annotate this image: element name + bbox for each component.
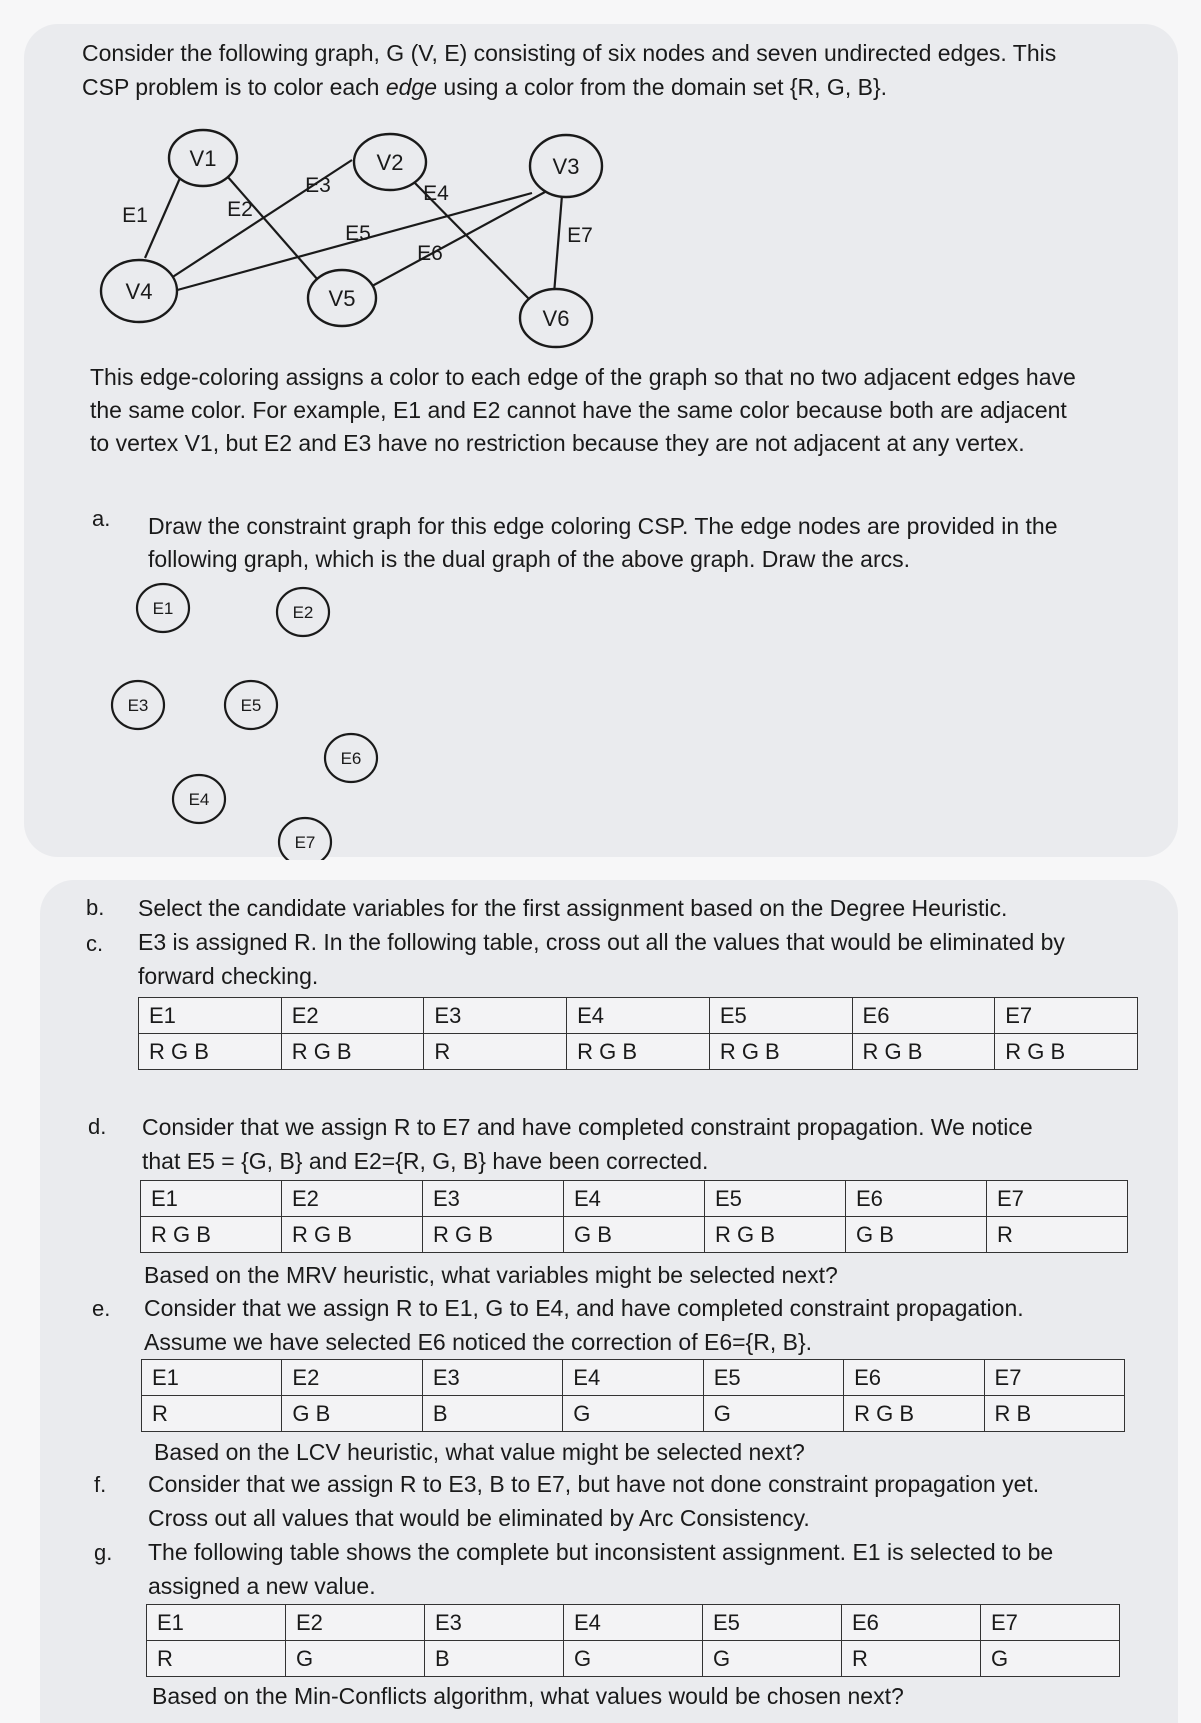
value-e6[interactable]: R bbox=[842, 1641, 981, 1677]
edge-e2-line bbox=[220, 168, 318, 280]
value-e6[interactable]: G B bbox=[846, 1217, 987, 1253]
value-e7[interactable]: R G B bbox=[995, 1034, 1138, 1070]
header-e2: E2 bbox=[282, 1360, 422, 1396]
edge-e7-line bbox=[554, 195, 562, 294]
value-e7[interactable]: G bbox=[981, 1641, 1120, 1677]
header-e3: E3 bbox=[424, 998, 567, 1034]
header-e5: E5 bbox=[709, 998, 852, 1034]
header-e3: E3 bbox=[422, 1360, 562, 1396]
edge-e5-label: E5 bbox=[345, 222, 371, 245]
value-e5[interactable]: R G B bbox=[709, 1034, 852, 1070]
header-e3: E3 bbox=[425, 1605, 564, 1641]
part-g-line-1: The following table shows the complete but inconsistent assignment. E1 is selected to be bbox=[148, 1539, 1054, 1565]
header-e7: E7 bbox=[995, 998, 1138, 1034]
header-e1: E1 bbox=[139, 998, 282, 1034]
header-e7: E7 bbox=[987, 1181, 1128, 1217]
header-e2: E2 bbox=[286, 1605, 425, 1641]
part-b-label: b. bbox=[86, 895, 105, 920]
header-e6: E6 bbox=[846, 1181, 987, 1217]
dual-graph bbox=[0, 570, 420, 860]
explanation-line-2: the same color. For example, E1 and E2 cannot have the same color because both are adjacent bbox=[90, 397, 1067, 423]
header-e1: E1 bbox=[142, 1360, 282, 1396]
edge-e6-label: E6 bbox=[417, 242, 443, 265]
part-c-label: c. bbox=[86, 931, 104, 956]
vertex-v5-label: V5 bbox=[328, 286, 356, 311]
intro-line-1: Consider the following graph, G (V, E) consisting of six nodes and seven undirected edges. This bbox=[82, 40, 1057, 66]
value-e1[interactable]: R G B bbox=[139, 1034, 282, 1070]
dual-node-e4-label: E4 bbox=[188, 790, 210, 809]
header-e2: E2 bbox=[281, 998, 424, 1034]
value-e4[interactable]: R G B bbox=[567, 1034, 710, 1070]
table-row bbox=[139, 1034, 1138, 1070]
explanation-line-1: This edge-coloring assigns a color to each edge of the graph so that no two adjacent edges have bbox=[90, 364, 1076, 390]
vertex-v2-label: V2 bbox=[376, 150, 404, 175]
part-c-table bbox=[138, 997, 1138, 1070]
table-header-row bbox=[147, 1605, 1120, 1641]
dual-node-e5-label: E5 bbox=[240, 696, 262, 715]
table-header-row bbox=[139, 998, 1138, 1034]
part-f-label: f. bbox=[94, 1472, 107, 1497]
part-g-question: Based on the Min-Conflicts algorithm, what values would be chosen next? bbox=[152, 1683, 904, 1709]
part-g-line-2: assigned a new value. bbox=[148, 1573, 376, 1599]
edge-e3-label: E3 bbox=[305, 174, 331, 197]
part-e-label: e. bbox=[92, 1296, 111, 1321]
edge-e6-line bbox=[350, 192, 545, 298]
part-c-line-1: E3 is assigned R. In the following table, cross out all the values that would be eliminated by bbox=[138, 929, 1065, 955]
intro-emphasis: edge bbox=[385, 74, 438, 100]
part-a-label: a. bbox=[92, 506, 111, 531]
header-e4: E4 bbox=[567, 998, 710, 1034]
header-e2: E2 bbox=[282, 1181, 423, 1217]
value-e7[interactable]: R bbox=[987, 1217, 1128, 1253]
part-f-line-1: Consider that we assign R to E3, B to E7, but have not done constraint propagation yet. bbox=[148, 1471, 1040, 1497]
value-e1[interactable]: R bbox=[142, 1396, 282, 1432]
value-e7[interactable]: R B bbox=[984, 1396, 1124, 1432]
header-e5: E5 bbox=[705, 1181, 846, 1217]
edge-e1-label: E1 bbox=[122, 204, 148, 227]
value-e3[interactable]: B bbox=[425, 1641, 564, 1677]
part-a-line-2: following graph, which is the dual graph of the above graph. Draw the arcs. bbox=[148, 546, 910, 572]
header-e6: E6 bbox=[842, 1605, 981, 1641]
header-e3: E3 bbox=[423, 1181, 564, 1217]
table-row bbox=[141, 1217, 1128, 1253]
header-e4: E4 bbox=[563, 1360, 703, 1396]
value-e2[interactable]: G bbox=[286, 1641, 425, 1677]
part-e-line-1: Consider that we assign R to E1, G to E4, and have completed constraint propagation. bbox=[144, 1295, 1024, 1321]
value-e6[interactable]: R G B bbox=[844, 1396, 984, 1432]
part-g-label: g. bbox=[94, 1540, 113, 1565]
header-e1: E1 bbox=[141, 1181, 282, 1217]
dual-node-e3-label: E3 bbox=[127, 696, 149, 715]
value-e4[interactable]: G bbox=[563, 1396, 703, 1432]
value-e2[interactable]: R G B bbox=[281, 1034, 424, 1070]
edge-e2-label: E2 bbox=[227, 198, 253, 221]
vertex-v6-label: V6 bbox=[542, 306, 570, 331]
table-header-row bbox=[141, 1181, 1128, 1217]
table-header-row bbox=[142, 1360, 1125, 1396]
dual-node-e6-label: E6 bbox=[340, 749, 362, 768]
header-e7: E7 bbox=[981, 1605, 1120, 1641]
table-row bbox=[147, 1641, 1120, 1677]
value-e5[interactable]: R G B bbox=[705, 1217, 846, 1253]
value-e2[interactable]: R G B bbox=[282, 1217, 423, 1253]
value-e1[interactable]: R G B bbox=[141, 1217, 282, 1253]
value-e4[interactable]: G bbox=[564, 1641, 703, 1677]
header-e6: E6 bbox=[844, 1360, 984, 1396]
value-e6[interactable]: R G B bbox=[852, 1034, 995, 1070]
vertex-v3-label: V3 bbox=[552, 154, 580, 179]
header-e6: E6 bbox=[852, 998, 995, 1034]
part-d-label: d. bbox=[88, 1114, 107, 1139]
part-g-table bbox=[146, 1604, 1120, 1677]
original-graph bbox=[0, 0, 1201, 360]
value-e2[interactable]: G B bbox=[282, 1396, 422, 1432]
value-e3[interactable]: B bbox=[422, 1396, 562, 1432]
vertex-v4-label: V4 bbox=[125, 279, 153, 304]
header-e4: E4 bbox=[564, 1605, 703, 1641]
value-e1[interactable]: R bbox=[147, 1641, 286, 1677]
part-d-table bbox=[140, 1180, 1128, 1253]
part-b-text: Select the candidate variables for the first assignment based on the Degree Heuristic. bbox=[138, 895, 1008, 921]
header-e1: E1 bbox=[147, 1605, 286, 1641]
value-e3[interactable]: R bbox=[424, 1034, 567, 1070]
header-e4: E4 bbox=[564, 1181, 705, 1217]
edge-e7-label: E7 bbox=[567, 224, 593, 247]
dual-node-e7-label: E7 bbox=[294, 833, 316, 852]
part-e-line-2: Assume we have selected E6 noticed the correction of E6={R, B}. bbox=[144, 1329, 813, 1355]
part-d-line-2: that E5 = {G, B} and E2={R, G, B} have been corrected. bbox=[142, 1148, 709, 1174]
intro-line-2: CSP problem is to color each edge using a color from the domain set {R, G, B}. bbox=[82, 74, 888, 100]
dual-node-e2-label: E2 bbox=[292, 603, 314, 622]
explanation-line-3: to vertex V1, but E2 and E3 have no restriction because they are not adjacent at any vertex. bbox=[90, 430, 1025, 456]
part-f-line-2: Cross out all values that would be eliminated by Arc Consistency. bbox=[148, 1505, 810, 1531]
part-e-question: Based on the LCV heuristic, what value might be selected next? bbox=[154, 1439, 805, 1465]
value-e4[interactable]: G B bbox=[564, 1217, 705, 1253]
edge-e4-label: E4 bbox=[423, 182, 449, 205]
part-c-line-2: forward checking. bbox=[138, 963, 319, 989]
header-e7: E7 bbox=[984, 1360, 1124, 1396]
header-e5: E5 bbox=[703, 1605, 842, 1641]
dual-node-e1-label: E1 bbox=[152, 599, 174, 618]
table-row bbox=[142, 1396, 1125, 1432]
value-e5[interactable]: G bbox=[703, 1396, 843, 1432]
part-d-line-1: Consider that we assign R to E7 and have completed constraint propagation. We notice bbox=[142, 1114, 1033, 1140]
vertex-v1-label: V1 bbox=[189, 146, 217, 171]
edge-e1-line bbox=[145, 178, 180, 258]
header-e5: E5 bbox=[703, 1360, 843, 1396]
value-e3[interactable]: R G B bbox=[423, 1217, 564, 1253]
part-e-table bbox=[141, 1359, 1125, 1432]
part-d-question: Based on the MRV heuristic, what variables might be selected next? bbox=[144, 1262, 838, 1288]
value-e5[interactable]: G bbox=[703, 1641, 842, 1677]
part-a-line-1: Draw the constraint graph for this edge coloring CSP. The edge nodes are provided in the bbox=[148, 513, 1058, 539]
